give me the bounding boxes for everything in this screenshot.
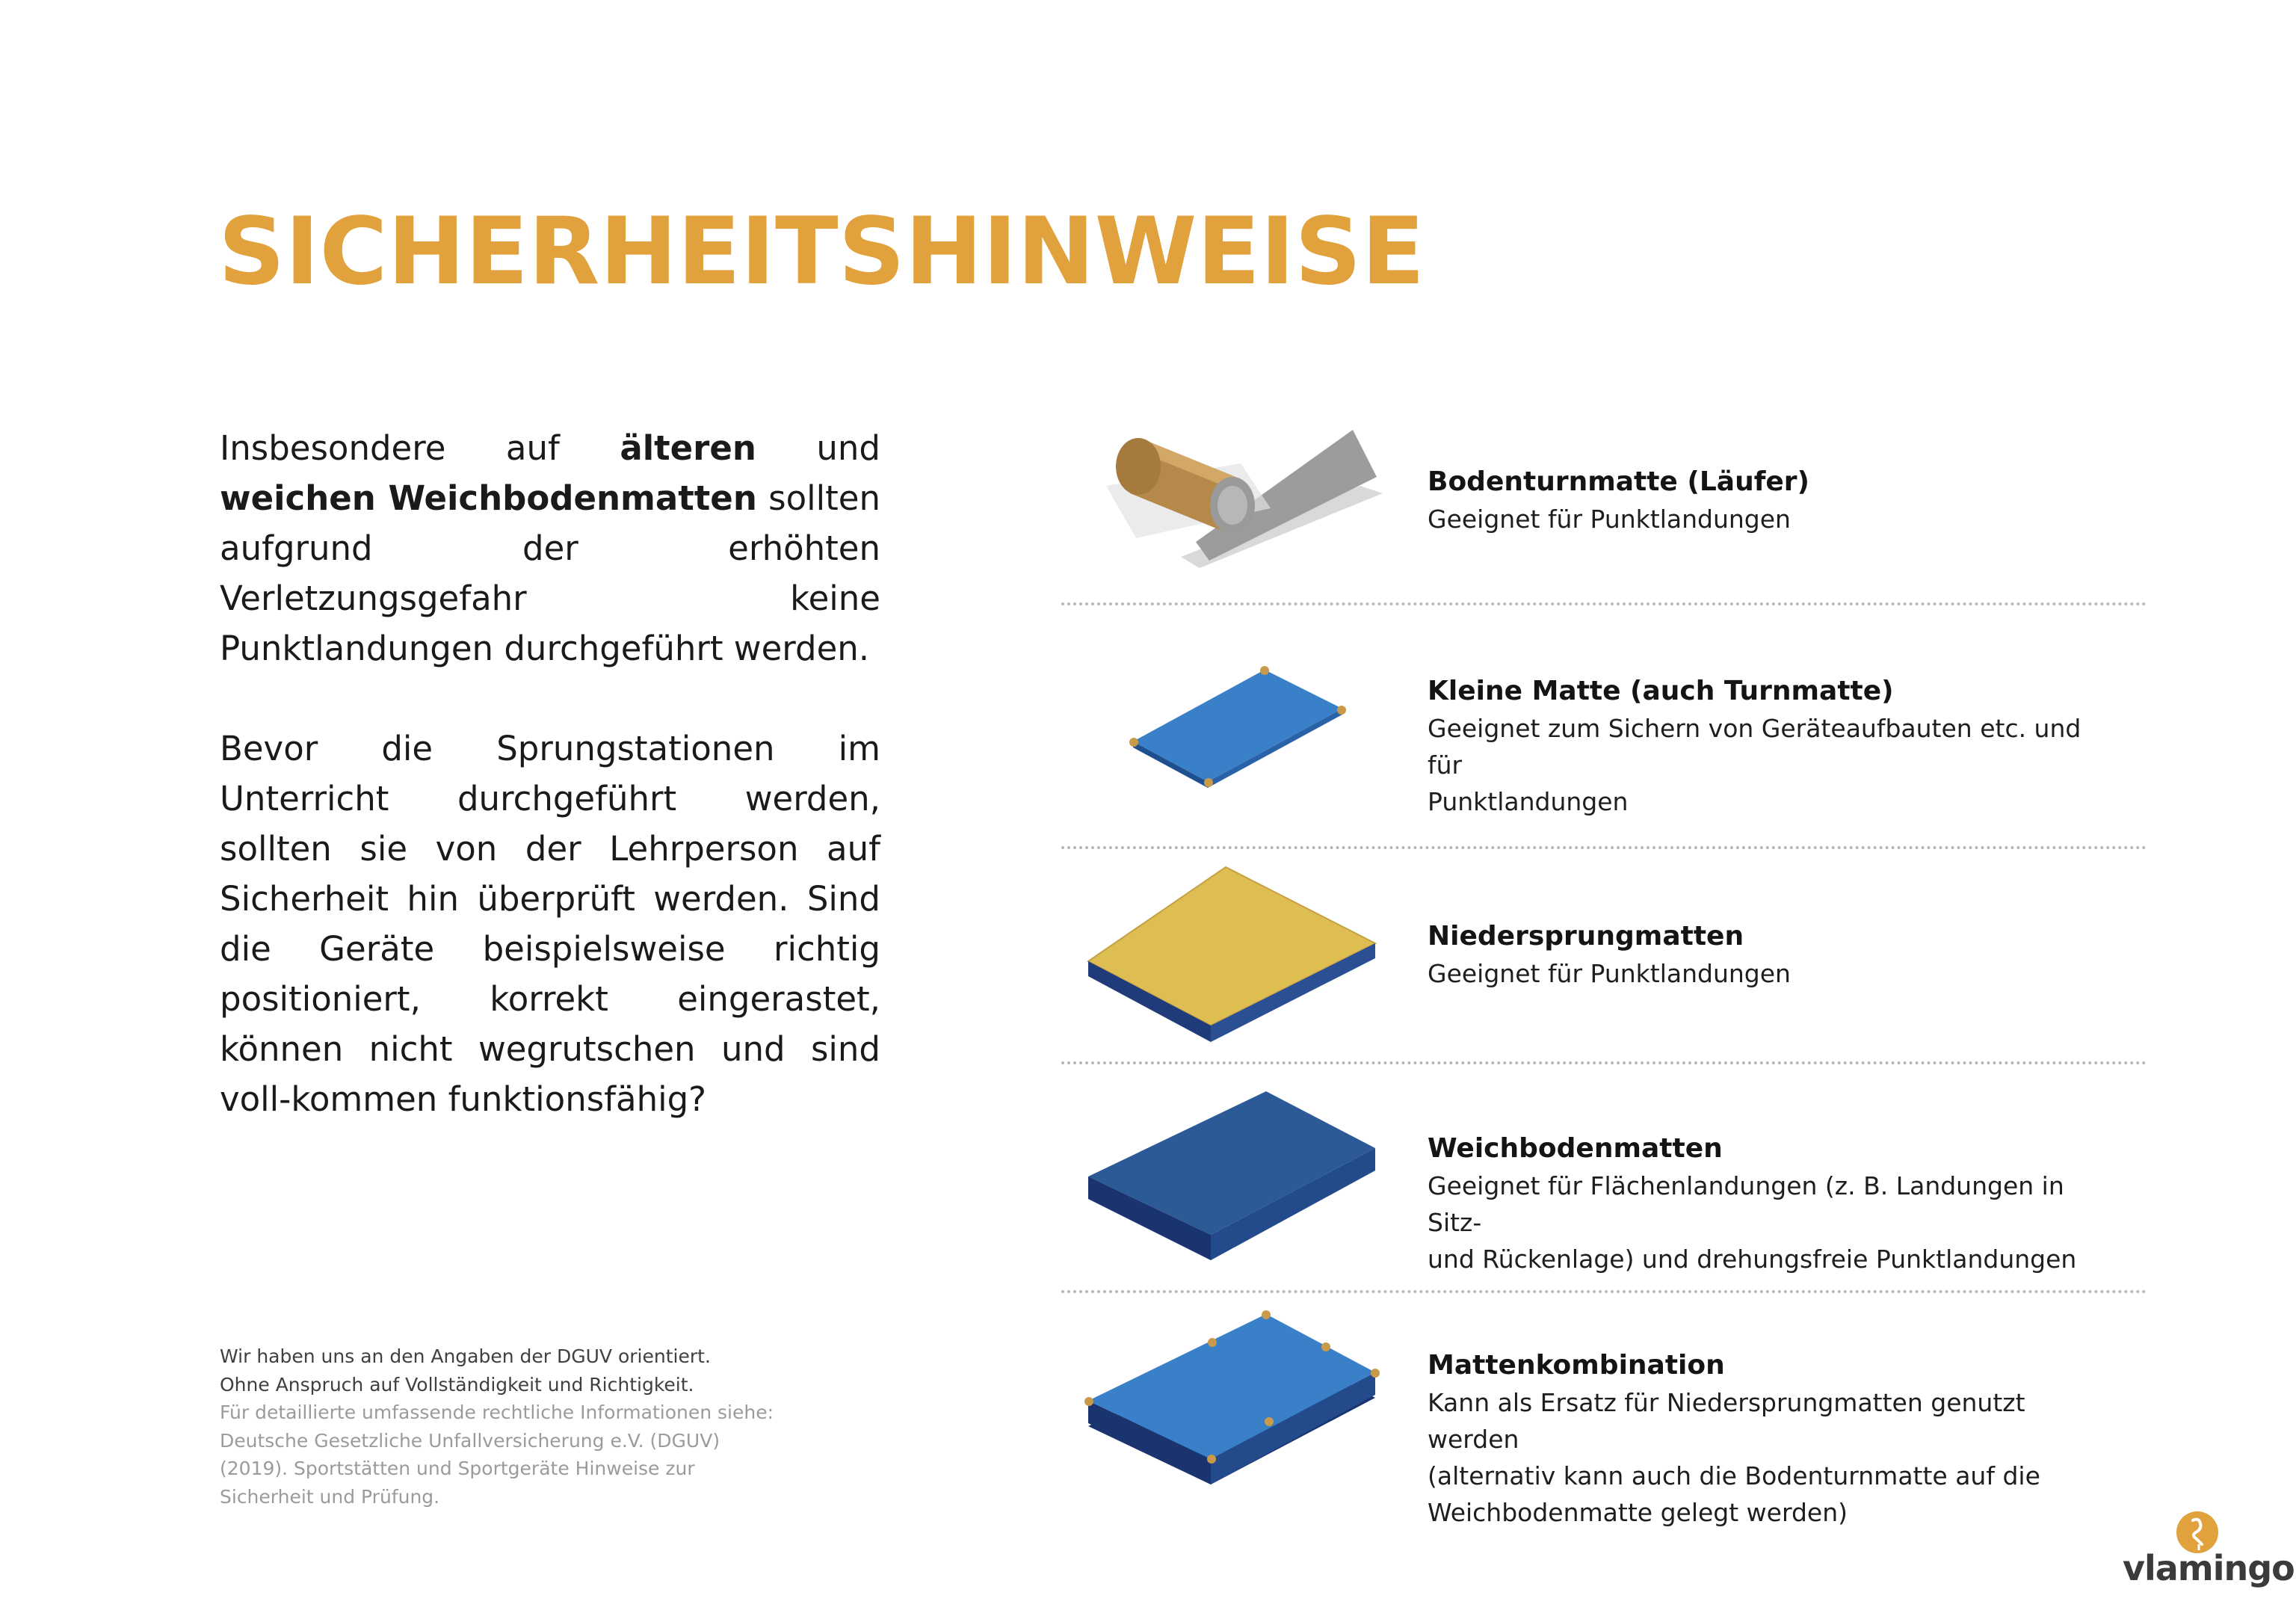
small-mat-icon xyxy=(1076,658,1360,807)
intro-emphasis-aelteren: älteren xyxy=(620,428,756,468)
intro-paragraph-1 xyxy=(220,423,880,673)
mat-title: Weichbodenmatten xyxy=(1428,1133,1723,1164)
logo-text: vlamingo xyxy=(2123,1548,2295,1588)
mat-item-niedersprungmatten xyxy=(1428,918,2100,992)
note-line-2: Ohne Anspruch auf Vollständigkeit und Richtigkeit. xyxy=(220,1373,694,1396)
mat-description: Geeignet für Punktlandungen xyxy=(1428,505,1791,534)
rolled-mat-icon xyxy=(1076,419,1390,576)
divider xyxy=(1061,1290,2147,1293)
mat-combination-icon xyxy=(1076,1308,1375,1502)
page-title: SICHERHEITSHINWEISE xyxy=(218,198,1425,306)
mat-description: Kann als Ersatz für Niedersprungmatten genutzt werden (alternativ kann auch die Bodenturnmatte auf die Weichbodenmatte gelegt werden) xyxy=(1428,1388,2040,1527)
mat-title: Bodenturnmatte (Läufer) xyxy=(1428,466,1809,497)
landing-mat-icon xyxy=(1076,860,1375,1039)
mat-item-weichbodenmatten xyxy=(1428,1130,2100,1277)
mat-description: Geeignet zum Sichern von Geräteaufbauten etc. und für Punktlandungen xyxy=(1428,714,2081,816)
intro-paragraph-2: Bevor die Sprungstationen im Unterricht durchgeführt werden, sollten sie von der Lehrperson auf Sicherheit hin überprüft werden. Sind die Geräte beispielsweise richtig positioniert, korrekt eingerastet, können nicht wegrutschen und sind voll-kommen funktionsfähig? xyxy=(220,729,880,1119)
note-reference: Für detaillierte umfassende rechtliche Informationen siehe: Deutsche Gesetzliche Unfallversicherung e.V. (DGUV) (2019). Sportstätten und Sportgeräte Hinweise zur Sicherheit und Prüfung. xyxy=(220,1401,774,1508)
note-line-1: Wir haben uns an den Angaben der DGUV orientiert. xyxy=(220,1345,711,1367)
mat-title: Mattenkombination xyxy=(1428,1350,1725,1381)
mat-description: Geeignet für Flächenlandungen (z. B. Landungen in Sitz- und Rückenlage) und drehungsfreie Punktlandungen xyxy=(1428,1171,2077,1274)
intro-text-span: sollten aufgrund der erhöhten Verletzungsgefahr keine Punktlandungen durchgeführt werden. xyxy=(220,478,881,668)
vlamingo-logo xyxy=(2123,1510,2295,1592)
mat-item-mattenkombination xyxy=(1428,1347,2100,1531)
mat-description: Geeignet für Punktlandungen xyxy=(1428,959,1791,988)
mat-item-kleine-matte xyxy=(1428,673,2100,820)
intro-text-span: und xyxy=(756,428,880,468)
intro-text xyxy=(220,423,880,1174)
soft-mat-icon xyxy=(1076,1084,1375,1263)
mat-title: Kleine Matte (auch Turnmatte) xyxy=(1428,676,1894,706)
divider xyxy=(1061,602,2147,605)
mat-title: Niedersprungmatten xyxy=(1428,921,1744,952)
intro-text-span: Insbesondere auf xyxy=(220,428,620,468)
intro-emphasis-weichbodenmatten: weichen Weichbodenmatten xyxy=(220,478,757,518)
divider xyxy=(1061,846,2147,849)
source-note xyxy=(220,1342,788,1511)
divider xyxy=(1061,1061,2147,1064)
mat-item-bodenturnmatte xyxy=(1428,463,2100,537)
